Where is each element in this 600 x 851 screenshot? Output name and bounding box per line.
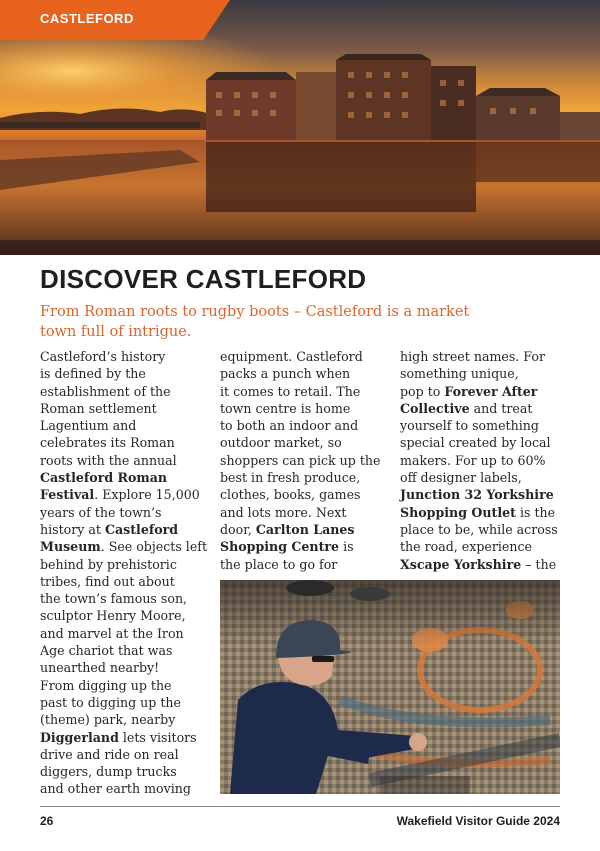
text-line xyxy=(40,400,210,417)
body-text: Roman settlement xyxy=(40,400,157,416)
page-number: 26 xyxy=(40,814,54,828)
body-text: roots with the annual xyxy=(40,452,177,468)
text-line xyxy=(40,573,210,590)
text-line xyxy=(40,521,210,538)
body-text: Castleford’s history xyxy=(40,349,166,364)
guide-title: Wakefield Visitor Guide 2024 xyxy=(396,814,560,828)
text-line xyxy=(40,780,210,797)
body-text: diggers, dump trucks xyxy=(40,764,177,780)
text-line xyxy=(40,469,210,486)
text-line xyxy=(40,538,210,555)
text-line xyxy=(400,383,570,400)
highlight-text: Xscape Yorkshire xyxy=(400,556,522,572)
text-line xyxy=(400,538,570,555)
text-line xyxy=(220,486,390,503)
body-text: and other earth moving xyxy=(40,781,191,797)
body-text: history at xyxy=(40,521,105,537)
text-line xyxy=(40,711,210,728)
highlight-text: Festival xyxy=(40,487,95,503)
text-line xyxy=(220,469,390,486)
body-text: . See objects left xyxy=(100,539,208,555)
text-line xyxy=(400,556,570,573)
text-line xyxy=(40,365,210,382)
body-text: something unique, xyxy=(400,366,519,382)
text-line xyxy=(40,625,210,642)
body-text: shoppers can pick up the xyxy=(220,452,381,468)
page-subtitle: From Roman roots to rugby boots – Castleford is a market town full of intrigue. xyxy=(40,304,470,340)
body-text: it comes to retail. The xyxy=(220,383,361,399)
text-line xyxy=(400,486,570,503)
body-text: clothes, books, games xyxy=(220,487,361,503)
body-text: and lots more. Next xyxy=(220,504,347,520)
body-text: the place to go for xyxy=(220,556,338,572)
page-title: DISCOVER CASTLEFORD xyxy=(40,264,367,294)
text-line xyxy=(40,417,210,434)
text-line xyxy=(220,400,390,417)
text-line xyxy=(400,434,570,451)
body-text: Age chariot that was xyxy=(40,643,173,659)
text-line xyxy=(40,694,210,711)
highlight-text: Diggerland xyxy=(40,729,119,745)
text-line xyxy=(40,452,210,469)
text-line xyxy=(400,452,570,469)
body-text: past to digging up the xyxy=(40,694,181,710)
body-text: behind by prehistoric xyxy=(40,556,177,572)
body-text: and treat xyxy=(469,400,533,416)
text-line xyxy=(40,590,210,607)
body-text: (theme) park, nearby xyxy=(40,712,176,728)
text-line xyxy=(40,504,210,521)
text-line xyxy=(400,400,570,417)
text-line xyxy=(40,763,210,780)
text-line xyxy=(400,469,570,486)
text-line xyxy=(400,504,570,521)
text-line xyxy=(220,538,390,555)
text-line xyxy=(40,729,210,746)
body-text: place to be, while across xyxy=(400,521,558,537)
text-line xyxy=(220,556,390,573)
body-text: tribes, find out about xyxy=(40,573,175,589)
text-line xyxy=(40,556,210,573)
body-text: outdoor market, so xyxy=(220,435,342,451)
body-text: drive and ride on real xyxy=(40,746,179,762)
highlight-text: Castleford xyxy=(104,521,179,537)
body-text: to both an indoor and xyxy=(220,418,359,434)
text-line xyxy=(40,434,210,451)
body-text: the road, experience xyxy=(400,539,532,555)
text-line xyxy=(40,677,210,694)
highlight-text: Shopping Centre xyxy=(220,539,340,555)
body-text: packs a punch when xyxy=(220,366,351,382)
text-line xyxy=(400,521,570,538)
body-column-3 xyxy=(400,348,570,573)
text-line xyxy=(220,504,390,521)
text-line xyxy=(220,383,390,400)
body-text: celebrates its Roman xyxy=(40,435,175,451)
text-line xyxy=(40,607,210,624)
body-column-2 xyxy=(220,348,390,573)
highlight-text: Museum xyxy=(40,539,101,555)
text-line xyxy=(40,486,210,503)
body-text: From digging up the xyxy=(40,677,172,693)
body-text: special created by local xyxy=(400,435,551,451)
body-text: equipment. Castleford xyxy=(220,349,363,364)
body-text: is defined by the xyxy=(40,366,146,382)
highlight-text: Collective xyxy=(400,400,470,416)
footer-divider xyxy=(40,806,560,807)
body-column-1 xyxy=(40,348,210,798)
highlight-text: Shopping Outlet xyxy=(400,504,516,520)
body-text: pop to xyxy=(400,383,445,399)
body-text: years of the town’s xyxy=(40,504,162,520)
body-text: off designer labels, xyxy=(400,470,522,486)
section-tag-label: CASTLEFORD xyxy=(40,11,134,26)
text-line xyxy=(40,642,210,659)
highlight-text: Forever After xyxy=(444,383,538,399)
text-line xyxy=(400,417,570,434)
body-text: . Explore 15,000 xyxy=(94,487,200,503)
text-line xyxy=(40,383,210,400)
text-line xyxy=(40,659,210,676)
body-text: lets visitors xyxy=(118,729,197,745)
body-text: Lagentium and xyxy=(40,418,137,434)
body-text: best in fresh produce, xyxy=(220,470,361,486)
body-text: establishment of the xyxy=(40,383,171,399)
mosaic-photo xyxy=(220,580,560,794)
highlight-text: Junction 32 Yorkshire xyxy=(400,487,554,503)
body-text: and marvel at the Iron xyxy=(40,625,184,641)
highlight-text: Carlton Lanes xyxy=(255,521,355,537)
text-line xyxy=(400,365,570,382)
body-text: town centre is home xyxy=(220,400,351,416)
body-text: high street names. For xyxy=(400,349,545,364)
body-text: makers. For up to 60% xyxy=(400,452,546,468)
text-line xyxy=(220,521,390,538)
body-text: unearthed nearby! xyxy=(40,660,160,676)
text-line xyxy=(220,452,390,469)
highlight-text: Castleford Roman xyxy=(40,470,168,486)
body-text: is xyxy=(339,539,354,555)
mosaic-photo-illustration xyxy=(220,580,560,794)
text-line xyxy=(40,348,210,365)
text-line xyxy=(220,417,390,434)
text-line xyxy=(220,365,390,382)
text-line xyxy=(220,434,390,451)
text-line xyxy=(40,746,210,763)
text-line xyxy=(400,348,570,365)
text-line xyxy=(220,348,390,365)
body-text: is the xyxy=(515,504,556,520)
body-text: sculptor Henry Moore, xyxy=(40,608,186,624)
body-text: door, xyxy=(220,521,256,537)
section-tag xyxy=(0,0,230,40)
body-text: the town’s famous son, xyxy=(40,591,188,607)
body-text: yourself to something xyxy=(400,418,539,434)
body-text: – the xyxy=(521,556,557,572)
